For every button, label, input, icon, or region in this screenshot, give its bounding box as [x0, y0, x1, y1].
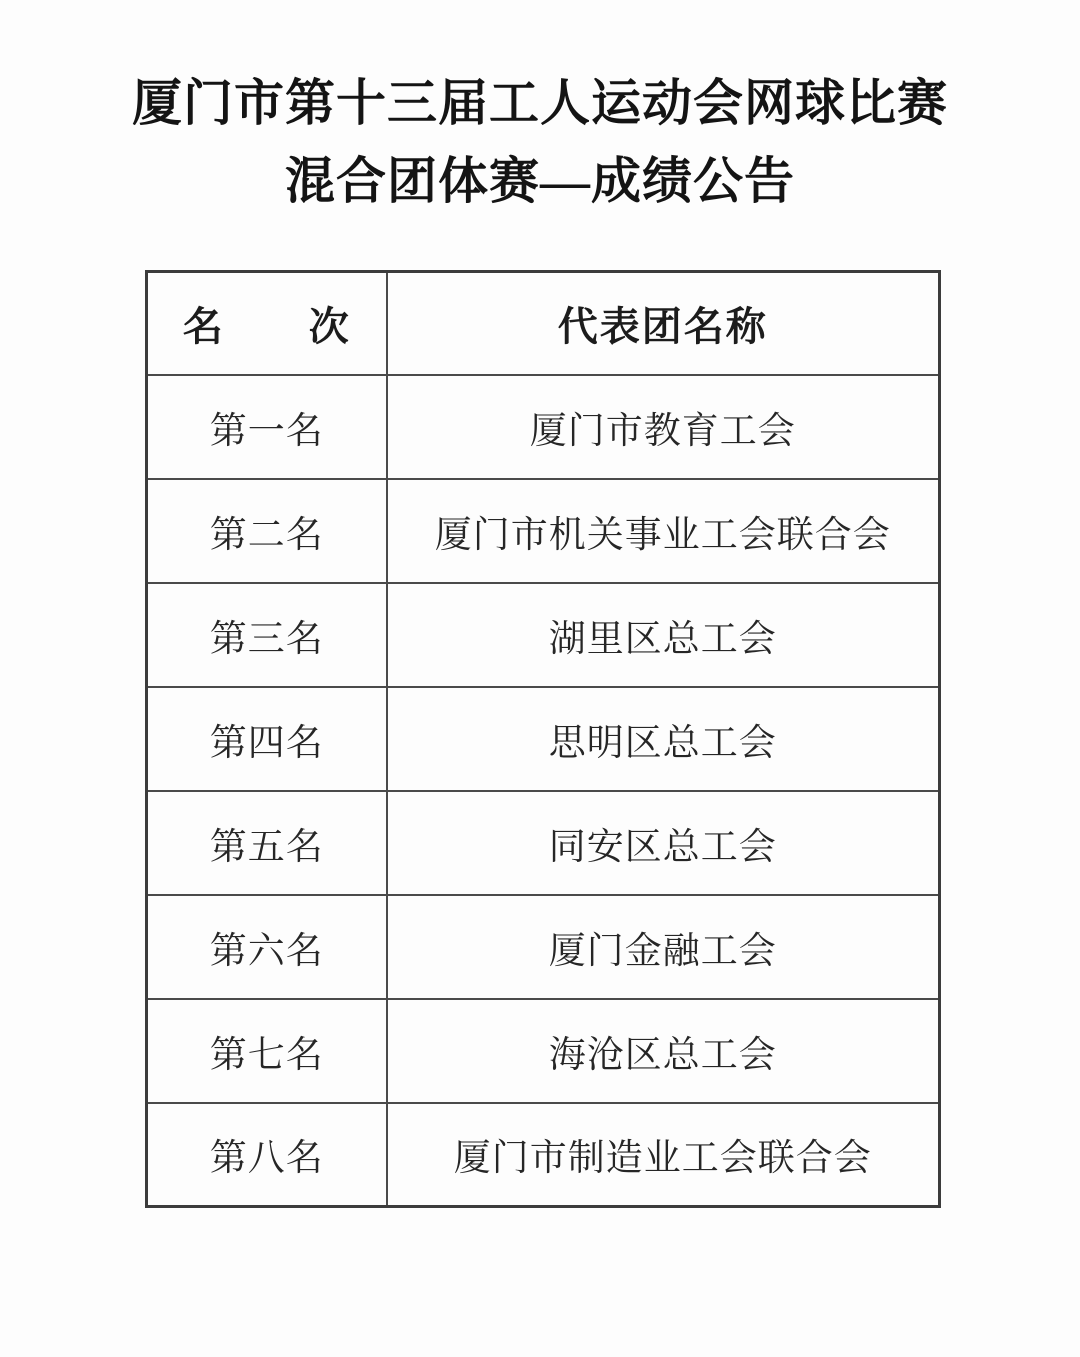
- table-row: [147, 999, 940, 1103]
- table-row: [147, 375, 940, 479]
- table-row: [147, 791, 940, 895]
- team-cell: 思明区总工会: [387, 687, 940, 791]
- rank-cell: 第二名: [147, 479, 387, 583]
- team-cell: 同安区总工会: [387, 791, 940, 895]
- table-row: [147, 895, 940, 999]
- title-line-2: 混合团体赛—成绩公告: [285, 153, 795, 209]
- header-rank: 名 次: [147, 272, 387, 375]
- rank-cell: 第四名: [147, 687, 387, 791]
- rank-cell: 第五名: [147, 791, 387, 895]
- table-body: [147, 375, 940, 1207]
- table-row: [147, 583, 940, 687]
- rank-cell: 第一名: [147, 375, 387, 479]
- table-row: [147, 479, 940, 583]
- rank-cell: 第六名: [147, 895, 387, 999]
- rank-cell: 第三名: [147, 583, 387, 687]
- team-cell: 厦门金融工会: [387, 895, 940, 999]
- table-row: [147, 1103, 940, 1207]
- title-line-1: 厦门市第十三届工人运动会网球比赛: [132, 75, 948, 131]
- team-cell: 厦门市机关事业工会联合会: [387, 479, 940, 583]
- table-row: [147, 687, 940, 791]
- team-cell: 湖里区总工会: [387, 583, 940, 687]
- header-delegation-name: 代表团名称: [387, 272, 940, 375]
- rank-cell: 第七名: [147, 999, 387, 1103]
- rank-cell: 第八名: [147, 1103, 387, 1207]
- team-cell: 海沧区总工会: [387, 999, 940, 1103]
- table-header-row: [147, 272, 940, 375]
- team-cell: 厦门市制造业工会联合会: [387, 1103, 940, 1207]
- document-title: [0, 72, 1080, 212]
- team-cell: 厦门市教育工会: [387, 375, 940, 479]
- results-table: [145, 270, 941, 1208]
